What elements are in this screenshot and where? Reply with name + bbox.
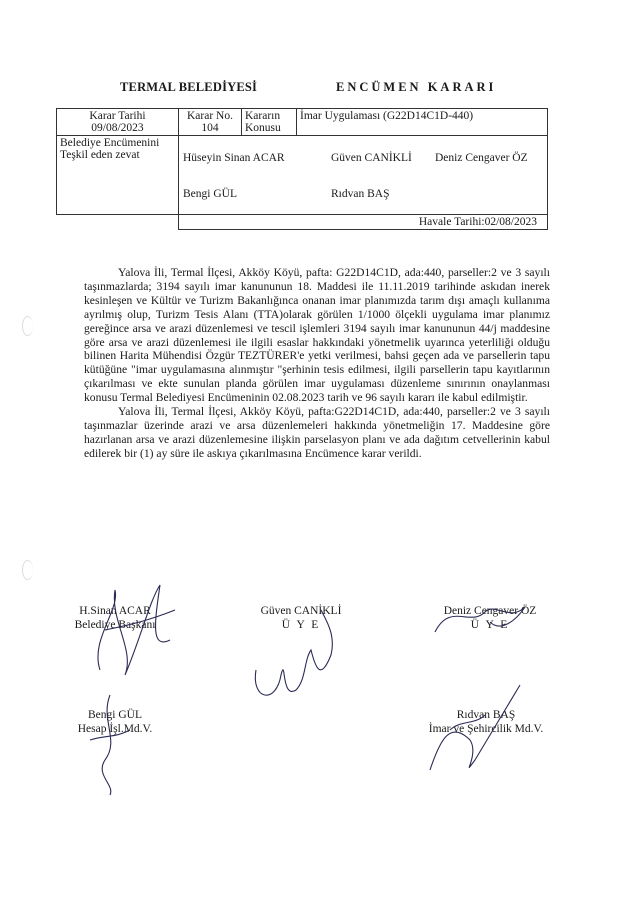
municipality-title: TERMAL BELEDİYESİ <box>120 80 258 94</box>
decision-no-value: 104 <box>201 122 219 134</box>
signer-name: Güven CANİKLİ <box>260 605 342 617</box>
signer-name: Rıdvan BAŞ <box>456 709 516 721</box>
decision-meta-table <box>56 108 548 230</box>
decision-date-value: 09/08/2023 <box>91 122 144 134</box>
signer-role: Hesap İşl.Md.V. <box>77 723 153 735</box>
body-paragraph-2: Yalova İli, Termal İlçesi, Akköy Köyü, pafta:G22D14C1D, ada:440, parseller:2 ve 3 sayılı taşınmazlar üzerinde arazi ve arsa düzenlemeleri hakkında yönetmeliğin 17. Maddesine göre hazırlanan arsa ve arazi düzenlemesine ilişkin parselasyon planı ve ada dağıtım cetvellerinin kabul edilerek bir (1) ay süre ile askıya çıkarılmasına Encümence karar verildi. <box>84 405 550 460</box>
subject-value: İmar Uygulaması (G22D14C1D-440) <box>300 110 474 122</box>
signature-block-gul <box>50 708 180 736</box>
margin-punch-mark-2 <box>22 560 33 580</box>
member-2: Güven CANİKLİ <box>331 152 412 164</box>
signer-name: Bengi GÜL <box>88 709 142 721</box>
committee-label-cell <box>57 136 179 215</box>
signer-role: Ü Y E <box>281 619 321 631</box>
signer-role: İmar ve Şehircilik Md.V. <box>428 723 544 735</box>
referral-date: Havale Tarihi:02/08/2023 <box>418 216 537 228</box>
decision-body <box>84 266 550 461</box>
signature-block-bas <box>406 708 566 736</box>
signer-role: Ü Y E <box>470 619 510 631</box>
signature-block-oz <box>420 604 560 632</box>
decision-date-label: Karar Tarihi <box>89 110 146 122</box>
subject-label-line1: Kararın <box>245 110 281 122</box>
decision-no-label: Karar No. <box>187 110 233 122</box>
member-5: Rıdvan BAŞ <box>331 188 390 200</box>
member-1: Hüseyin Sinan ACAR <box>183 152 285 164</box>
signer-role: Belediye Başkanı <box>74 619 156 631</box>
document-type-title: ENCÜMEN KARARI <box>336 80 497 94</box>
member-4: Bengi GÜL <box>183 188 237 200</box>
committee-label-line1: Belediye Encümenini <box>60 137 160 149</box>
margin-punch-mark-1 <box>22 316 33 336</box>
signer-name: H.Sinan ACAR <box>79 605 151 617</box>
decision-date-cell <box>57 109 179 136</box>
subject-label-line2: Konusu <box>245 122 281 134</box>
referral-cell <box>179 215 548 230</box>
signature-scribble-gul <box>80 690 140 800</box>
member-3: Deniz Cengaver ÖZ <box>435 152 528 164</box>
signature-block-canikli <box>236 604 366 632</box>
subject-label-cell <box>242 109 297 136</box>
committee-label-line2: Teşkil eden zevat <box>60 149 140 161</box>
decision-no-cell <box>179 109 242 136</box>
referral-empty-cell <box>57 215 179 230</box>
signature-block-acar <box>50 604 180 632</box>
body-paragraph-1: Yalova İli, Termal İlçesi, Akköy Köyü, pafta: G22D14C1D, ada:440, parseller:2 ve 3 sayılı taşınmazlarda; 3194 sayılı imar kanununun 18. Maddesi ile 11.11.2019 tarihinde askıdan inerek kesinleşen ve Kültür ve Turizm Bakanlığınca onanan imar planımızda tarım dışı amaçlı kullanıma ayrılmış olup, Turizm Tesis Alanı (TTA)olarak görülen 1/1000 ölçekli uygulama imar planımız gereğince arsa ve arazi düzenlemesi ve tescil işlemleri 3194 sayılı imar kanununun 44/j maddesine göre arsa ve arazi düzenlemesi ile ilgili esaslar hakkındaki yönetmelik uyarınca yeterliliği olduğu bilinen Harita Mühendisi Özgür TEZTÜRER'e yetki verilmesi, bahsi geçen ada ve parsellerin tapu kütüğüne "imar uygulamasına alınmıştır "şerhinin tesis edilmesi, ilgili parsellerin tapu kayıtlarının çıkarılması ve ekte sunulan planda görülen imar uygulaması düzenleme sınırının onaylanması konusu Termal Belediyesi Encümeninin 02.08.2023 tarih ve 96 sayılı kararı ile kabul edilmiştir. <box>84 266 550 405</box>
committee-members-cell <box>179 136 548 215</box>
signer-name: Deniz Cengaver ÖZ <box>443 605 537 617</box>
subject-value-cell <box>297 109 548 136</box>
